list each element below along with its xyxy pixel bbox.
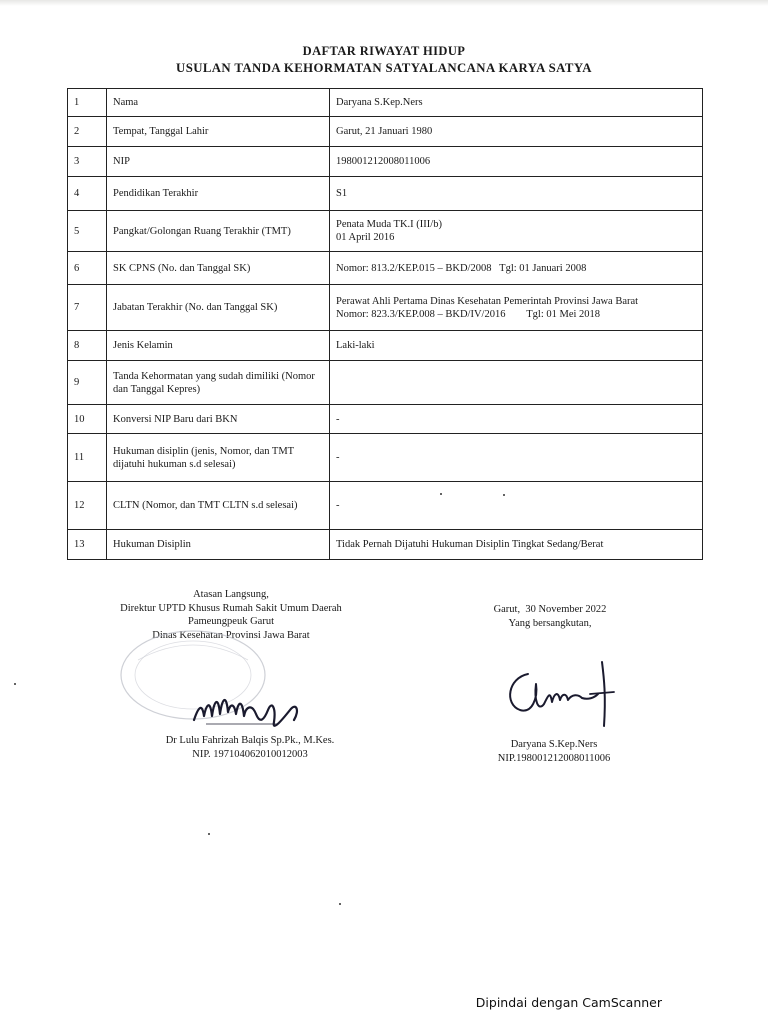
row-value-line: 01 April 2016 bbox=[336, 232, 395, 243]
table-row bbox=[68, 405, 703, 434]
place-date: Garut, 30 November 2022 bbox=[493, 604, 607, 615]
supervisor-name-block bbox=[100, 734, 400, 761]
row-value bbox=[330, 211, 703, 252]
row-value-line: Nomor: 813.2/KEP.015 – BKD/2008 Tgl: 01 Januari 2008 bbox=[336, 262, 587, 274]
row-label: CLTN (Nomor, dan TMT CLTN s.d selesai) bbox=[107, 482, 330, 530]
row-value-line: Daryana S.Kep.Ners bbox=[336, 97, 423, 108]
row-number: 6 bbox=[68, 252, 107, 285]
row-label: Tempat, Tanggal Lahir bbox=[107, 117, 330, 147]
applicant-signature-block bbox=[440, 603, 660, 630]
row-value-line: Penata Muda TK.I (III/b) bbox=[336, 219, 442, 230]
row-label: NIP bbox=[107, 147, 330, 177]
table-row bbox=[68, 252, 703, 285]
row-value-line: - bbox=[336, 452, 340, 463]
row-label: Hukuman disiplin (jenis, Nomor, dan TMT dijatuhi hukuman s.d selesai) bbox=[107, 434, 330, 482]
row-number: 9 bbox=[68, 361, 107, 405]
supervisor-position-line2: Pameungpeuk Garut bbox=[187, 616, 275, 627]
table-row bbox=[68, 177, 703, 211]
row-label: Jabatan Terakhir (No. dan Tanggal SK) bbox=[107, 285, 330, 331]
cv-table bbox=[67, 88, 703, 560]
document-title: DAFTAR RIWAYAT HIDUP bbox=[302, 44, 466, 58]
table-row bbox=[68, 331, 703, 361]
row-number: 3 bbox=[68, 147, 107, 177]
row-number: 13 bbox=[68, 530, 107, 560]
table-row bbox=[68, 530, 703, 560]
table-row bbox=[68, 434, 703, 482]
scan-speck bbox=[440, 493, 442, 495]
applicant-signature-image bbox=[498, 654, 618, 734]
row-label: Jenis Kelamin bbox=[107, 331, 330, 361]
applicant-name-block bbox=[444, 738, 664, 765]
row-label: SK CPNS (No. dan Tanggal SK) bbox=[107, 252, 330, 285]
supervisor-position-line3: Dinas Kesehatan Provinsi Jawa Barat bbox=[152, 629, 310, 641]
row-value bbox=[330, 252, 703, 285]
applicant-heading: Yang bersangkutan, bbox=[508, 617, 592, 629]
row-value-line: - bbox=[336, 413, 340, 425]
row-label: Hukuman Disiplin bbox=[107, 530, 330, 560]
row-value bbox=[330, 434, 703, 482]
scan-speck bbox=[503, 494, 505, 496]
row-label: Nama bbox=[107, 89, 330, 117]
row-label: Tanda Kehormatan yang sudah dimiliki (Nomor dan Tanggal Kepres) bbox=[107, 361, 330, 405]
row-value-line: Tidak Pernah Dijatuhi Hukuman Disiplin Tingkat Sedang/Berat bbox=[336, 539, 604, 550]
applicant-name: Daryana S.Kep.Ners bbox=[510, 739, 598, 750]
row-number: 12 bbox=[68, 482, 107, 530]
row-label: Pendidikan Terakhir bbox=[107, 177, 330, 211]
row-value bbox=[330, 285, 703, 331]
row-value-line: Garut, 21 Januari 1980 bbox=[336, 126, 433, 137]
row-value-line: 198001212008011006 bbox=[336, 156, 431, 167]
scan-speck bbox=[339, 903, 341, 905]
scan-speck bbox=[208, 833, 210, 835]
supervisor-signature-image bbox=[186, 680, 306, 740]
applicant-nip: NIP.198001212008011006 bbox=[497, 752, 611, 764]
row-value bbox=[330, 331, 703, 361]
row-value bbox=[330, 147, 703, 177]
supervisor-name: Dr Lulu Fahrizah Balqis Sp.Pk., M.Kes. bbox=[165, 735, 335, 746]
table-row bbox=[68, 89, 703, 117]
row-value-line: S1 bbox=[336, 188, 348, 199]
row-value bbox=[330, 89, 703, 117]
document-subtitle: USULAN TANDA KEHORMATAN SATYALANCANA KARYA SATYA bbox=[176, 61, 592, 75]
row-value bbox=[330, 177, 703, 211]
supervisor-position-line1: Direktur UPTD Khusus Rumah Sakit Umum Daerah bbox=[120, 602, 342, 614]
row-label: Pangkat/Golongan Ruang Terakhir (TMT) bbox=[107, 211, 330, 252]
row-number: 8 bbox=[68, 331, 107, 361]
table-row bbox=[68, 117, 703, 147]
table-row bbox=[68, 211, 703, 252]
table-row bbox=[68, 285, 703, 331]
row-number: 10 bbox=[68, 405, 107, 434]
supervisor-nip: NIP. 197104062010012003 bbox=[192, 748, 308, 760]
row-value-line: - bbox=[336, 500, 340, 511]
row-label: Konversi NIP Baru dari BKN bbox=[107, 405, 330, 434]
scan-speck bbox=[14, 683, 16, 685]
row-value-line: Perawat Ahli Pertama Dinas Kesehatan Pemerintah Provinsi Jawa Barat bbox=[336, 295, 639, 307]
scan-edge bbox=[0, 0, 768, 6]
table-row bbox=[68, 147, 703, 177]
row-value bbox=[330, 482, 703, 530]
row-number: 1 bbox=[68, 89, 107, 117]
camscanner-footer: Dipindai dengan CamScanner bbox=[475, 995, 662, 1010]
row-number: 7 bbox=[68, 285, 107, 331]
row-value-line: Laki-laki bbox=[336, 340, 375, 351]
row-value bbox=[330, 117, 703, 147]
row-value bbox=[330, 405, 703, 434]
table-row bbox=[68, 361, 703, 405]
row-number: 11 bbox=[68, 434, 107, 482]
row-number: 2 bbox=[68, 117, 107, 147]
supervisor-heading: Atasan Langsung, bbox=[193, 589, 269, 600]
row-value bbox=[330, 530, 703, 560]
row-number: 5 bbox=[68, 211, 107, 252]
row-value-line: Nomor: 823.3/KEP.008 – BKD/IV/2016 Tgl: 01 Mei 2018 bbox=[336, 308, 601, 320]
row-number: 4 bbox=[68, 177, 107, 211]
table-row bbox=[68, 482, 703, 530]
row-value bbox=[330, 361, 703, 405]
